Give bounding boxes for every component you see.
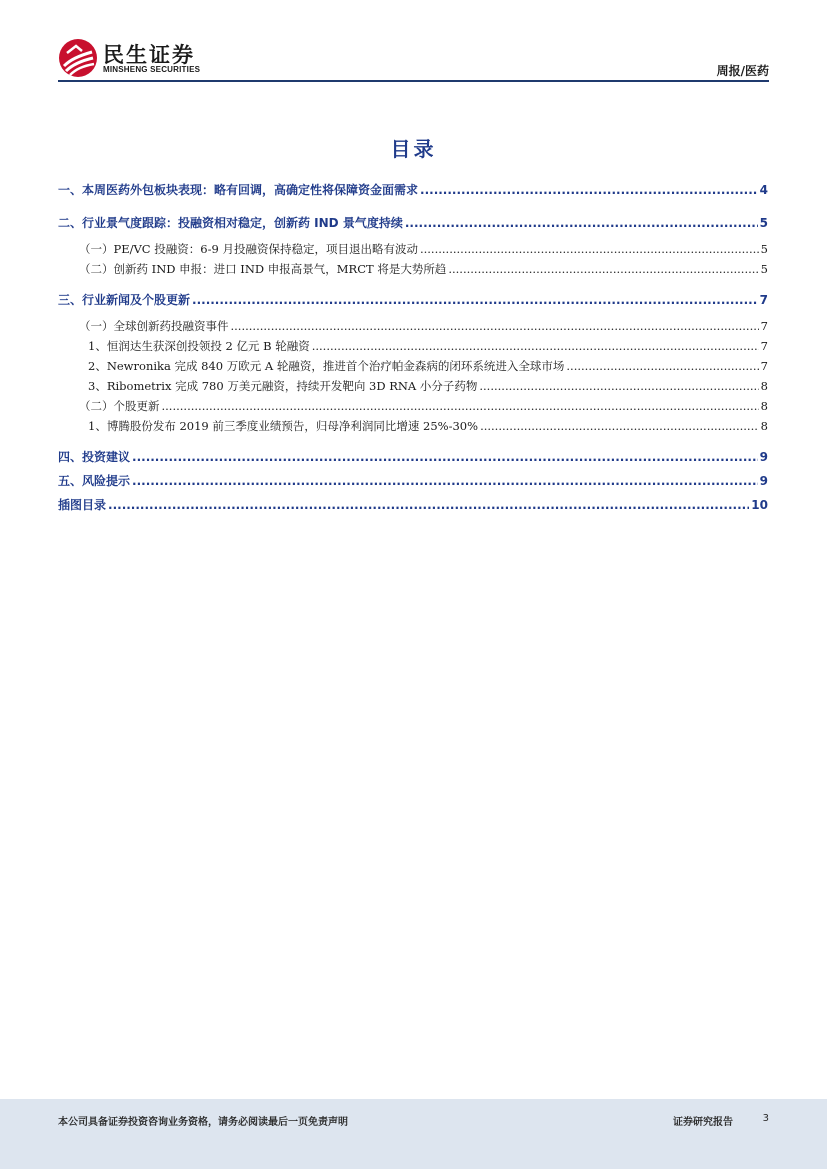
toc-page-number: 7	[760, 359, 768, 373]
toc-page-number: 7	[760, 319, 768, 333]
toc-entry[interactable]	[58, 178, 768, 202]
toc-entry-text: 3、Ribometrix 完成 780 万美元融资，持续开发靶向 3D RNA 小分子药物	[88, 379, 478, 393]
toc-entry-text: （二）创新药 IND 申报：进口 IND 申报高景气，MRCT 将是大势所趋	[79, 262, 447, 276]
toc-entry[interactable]	[58, 416, 768, 436]
toc-page-number: 8	[760, 379, 768, 393]
toc-entry-text: 三、行业新闻及个股更新	[58, 293, 191, 307]
toc-entry-text: （二）个股更新	[79, 399, 160, 413]
minsheng-logo-icon	[58, 38, 98, 78]
toc-entry[interactable]	[58, 493, 768, 517]
toc-leader	[192, 288, 758, 312]
toc-entry[interactable]	[58, 211, 768, 235]
toc-entry[interactable]	[58, 288, 768, 312]
toc-title: 目录	[390, 137, 437, 161]
toc-entry-text: 二、行业景气度跟踪：投融资相对稳定，创新药 IND 景气度持续	[58, 216, 403, 230]
toc-leader	[231, 316, 759, 336]
toc-entry-text: 1、博腾股份发布 2019 前三季度业绩预告，归母净利润同比增速 25%-30%	[88, 419, 479, 433]
toc-page-number: 5	[760, 242, 768, 256]
toc-page-number: 9	[759, 474, 768, 488]
logo-cn-text: 民生证券	[103, 43, 195, 67]
toc-entry[interactable]	[58, 469, 768, 493]
toc-entry-text: 五、风险提示	[58, 474, 131, 488]
toc-entry[interactable]	[58, 239, 768, 259]
toc-page-number: 7	[760, 339, 768, 353]
logo-en-text: MINSHENG SECURITIES	[103, 65, 201, 74]
toc-page-number: 8	[760, 419, 768, 433]
footer-disclaimer: 本公司具备证券投资咨询业务资格，请务必阅读最后一页免责声明	[58, 1117, 348, 1128]
toc-entry[interactable]	[58, 259, 768, 279]
toc-leader	[162, 396, 759, 416]
toc-page-number: 5	[760, 262, 768, 276]
toc-entry-text: （一）PE/VC 投融资：6-9 月投融资保持稳定，项目退出略有波动	[79, 242, 418, 256]
toc-entry[interactable]	[58, 396, 768, 416]
header-divider	[58, 80, 769, 82]
page-number: 3	[762, 1113, 769, 1124]
toc-entry[interactable]	[58, 356, 768, 376]
page-footer	[0, 1099, 827, 1169]
toc-page-number: 7	[759, 293, 768, 307]
company-logo	[58, 38, 218, 78]
toc-entry[interactable]	[58, 336, 768, 356]
toc-page-number: 10	[751, 498, 768, 512]
toc-entry-text: 2、Newronika 完成 840 万欧元 A 轮融资，推进首个治疗帕金森病的闭环系统进入全球市场	[88, 359, 565, 373]
toc-page-number: 9	[759, 450, 768, 464]
report-type: 周报/医药	[716, 64, 769, 78]
toc-leader	[479, 376, 758, 396]
table-of-contents	[58, 178, 768, 517]
toc-page-number: 5	[759, 216, 768, 230]
toc-leader	[566, 356, 758, 376]
toc-leader	[480, 416, 759, 436]
toc-entry[interactable]	[58, 445, 768, 469]
toc-entry-text: 1、恒润达生获深创投领投 2 亿元 B 轮融资	[88, 339, 310, 353]
toc-entry-text: 插图目录	[58, 498, 107, 512]
toc-page-number: 4	[759, 183, 768, 197]
footer-doc-type: 证券研究报告	[673, 1117, 733, 1128]
toc-entry[interactable]	[58, 376, 768, 396]
toc-entry-text: （一）全球创新药投融资事件	[79, 319, 229, 333]
page-header	[0, 0, 827, 86]
toc-leader	[420, 239, 759, 259]
toc-entry-text: 四、投资建议	[58, 450, 131, 464]
toc-leader	[132, 469, 758, 493]
toc-entry-text: 一、本周医药外包板块表现：略有回调，高确定性将保障资金面需求	[58, 183, 419, 197]
toc-leader	[312, 336, 759, 356]
toc-page-number: 8	[760, 399, 768, 413]
toc-leader	[448, 259, 758, 279]
toc-leader	[132, 445, 758, 469]
toc-leader	[405, 211, 758, 235]
toc-entry[interactable]	[58, 316, 768, 336]
toc-leader	[420, 178, 758, 202]
toc-leader	[108, 493, 749, 517]
